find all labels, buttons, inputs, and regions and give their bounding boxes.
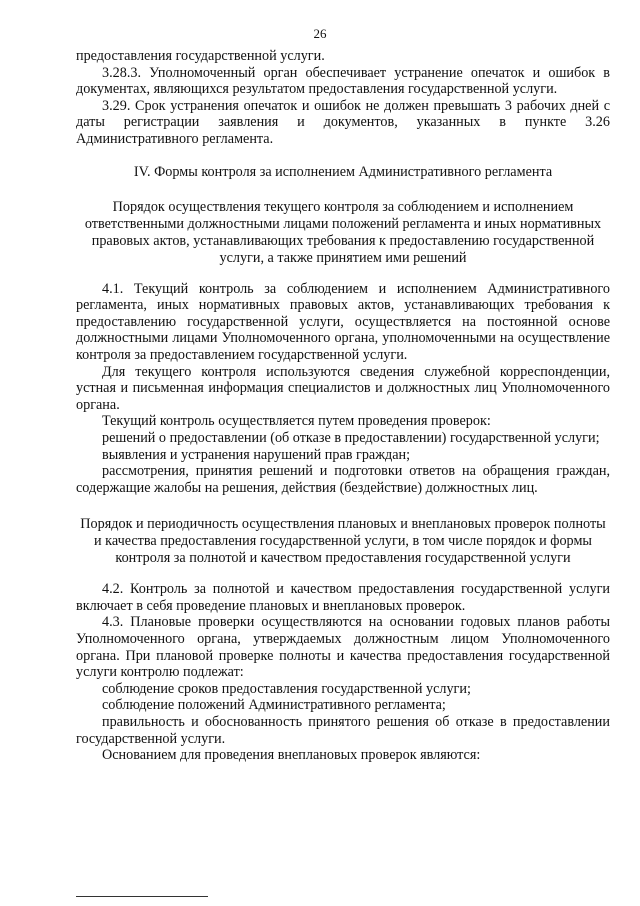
- subsection-title: Порядок и периодичность осуществления плановых и внеплановых проверок полноты и качества предоставления государственной услуги, в том числе порядок и формы контроля за полнотой и качеством предоставления государственной услуги: [80, 516, 606, 567]
- paragraph: предоставления государственной услуги.: [76, 48, 325, 64]
- paragraph: соблюдение сроков предоставления государственной услуги;: [102, 680, 471, 697]
- footnote-divider: [76, 896, 208, 897]
- paragraph: 4.2. Контроль за полнотой и качеством предоставления государственной услуги включает в себя проведение плановых и внеплановых проверок.: [76, 581, 610, 614]
- paragraph: 3.29. Срок устранения опечаток и ошибок не должен превышать 3 рабочих дней с даты регистрации заявления и документов, указанных в пункте 3.26 Административного регламента.: [76, 97, 610, 147]
- page-number: 26: [313, 26, 327, 41]
- paragraph: Основанием для проведения внеплановых проверок являются:: [102, 747, 481, 764]
- paragraph: рассмотрения, принятия решений и подготовки ответов на обращения граждан, содержащие жалобы на решения, действия (бездействие) должностных лиц.: [76, 463, 610, 496]
- paragraph: решений о предоставлении (об отказе в предоставлении) государственной услуги;: [102, 429, 600, 446]
- paragraph: соблюдение положений Административного регламента;: [102, 697, 446, 714]
- paragraph: 4.1. Текущий контроль за соблюдением и исполнением Административного регламента, иных нормативных правовых актов, устанавливающих требования к предоставлению государственной услуги, осуществляется на постоянной основе должностными лицами Уполномоченного органа, уполномоченными на осуществление контроля за предоставлением государственной услуги.: [76, 280, 610, 363]
- section-title: IV. Формы контроля за исполнением Административного регламента: [133, 163, 553, 180]
- paragraph: правильность и обоснованность принятого решения об отказе в предоставлении государственной услуги.: [76, 714, 610, 747]
- paragraph: 3.28.3. Уполномоченный орган обеспечивает устранение опечаток и ошибок в документах, являющихся результатом предоставления государственной услуги.: [76, 64, 610, 98]
- subsection-title: Порядок осуществления текущего контроля за соблюдением и исполнением ответственными должностными лицами положений регламента и иных нормативных правовых актов, устанавливающих требования к предоставлению государственной услуги, а также принятием ими решений: [84, 198, 602, 266]
- paragraph: Для текущего контроля используются сведения служебной корреспонденции, устная и письменная информация специалистов и должностных лиц Уполномоченного органа.: [76, 363, 610, 413]
- paragraph: 4.3. Плановые проверки осуществляются на основании годовых планов работы Уполномоченного органа, утверждаемых должностным лицом Уполномоченного органа. При плановой проверке полноты и качества предоставления государственной услуги контролю подлежат:: [76, 614, 610, 681]
- paragraph: выявления и устранения нарушений прав граждан;: [102, 446, 411, 463]
- paragraph: Текущий контроль осуществляется путем проведения проверок:: [102, 413, 491, 430]
